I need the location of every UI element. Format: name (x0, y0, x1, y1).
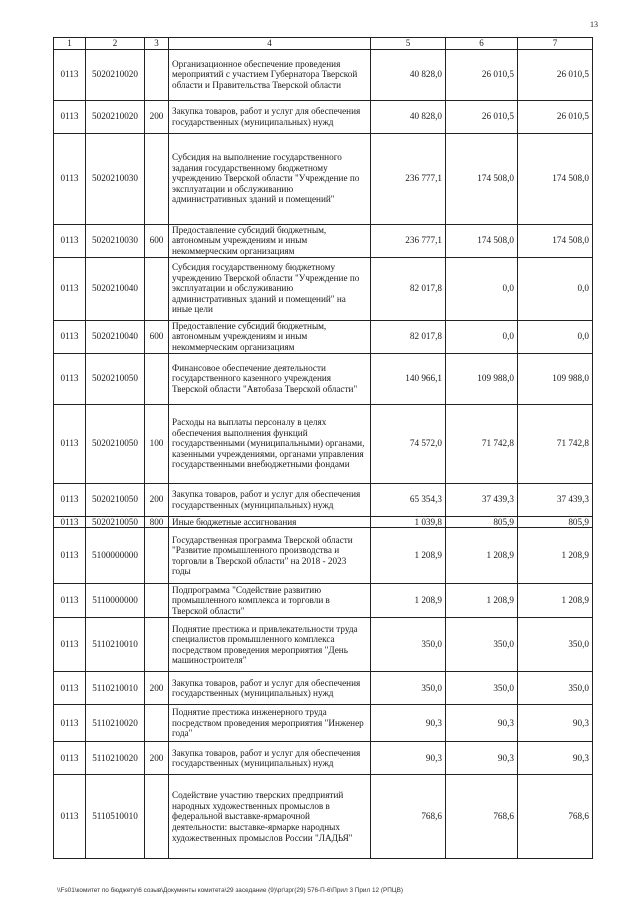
table-row (54, 483, 593, 516)
amount-year1-cell: 140 966,1 (371, 353, 446, 404)
amount-year1-cell: 40 828,0 (371, 100, 446, 133)
amount-year2-cell: 90,3 (446, 705, 518, 742)
expense-type-cell (145, 775, 169, 859)
amount-year3-cell: 1 208,9 (518, 528, 593, 584)
amount-year1-cell: 768,6 (371, 775, 446, 859)
table-row (54, 133, 593, 224)
description-cell: Субсидия на выполнение государственного задания государственному бюджетному учреждению Тверской области "Учреждение по эксплуатации и обслуживанию административных зданий и помещений" (169, 133, 371, 224)
table-row (54, 100, 593, 133)
amount-year2-cell: 0,0 (446, 257, 518, 320)
section-code-cell: 0113 (54, 584, 86, 618)
section-code-cell: 0113 (54, 404, 86, 483)
expense-type-cell: 200 (145, 672, 169, 705)
table-row (54, 742, 593, 775)
expense-type-cell: 600 (145, 320, 169, 353)
section-code-cell: 0113 (54, 742, 86, 775)
amount-year3-cell: 109 988,0 (518, 353, 593, 404)
amount-year1-cell: 74 572,0 (371, 404, 446, 483)
section-code-cell: 0113 (54, 257, 86, 320)
target-article-cell: 5110210020 (86, 705, 145, 742)
expense-type-cell: 800 (145, 516, 169, 528)
header-cell: 5 (371, 38, 446, 50)
amount-year3-cell: 1 208,9 (518, 584, 593, 618)
description-cell: Поднятие престижа и привлекательности труда специалистов промышленного комплекса посредством проведения мероприятия "День машиностроителя" (169, 618, 371, 672)
amount-year2-cell: 90,3 (446, 742, 518, 775)
section-code-cell: 0113 (54, 705, 86, 742)
amount-year3-cell: 0,0 (518, 257, 593, 320)
description-cell: Предоставление субсидий бюджетным, автономным учреждениям и иным некоммерческим организациям (169, 320, 371, 353)
expense-type-cell (145, 705, 169, 742)
section-code-cell: 0113 (54, 353, 86, 404)
table-row (54, 705, 593, 742)
description-cell: Закупка товаров, работ и услуг для обеспечения государственных (муниципальных) нужд (169, 742, 371, 775)
amount-year1-cell: 90,3 (371, 705, 446, 742)
description-cell: Государственная программа Тверской области "Развитие промышленного производства и торговли в Тверской области" на 2018 - 2023 годы (169, 528, 371, 584)
amount-year1-cell: 236 777,1 (371, 224, 446, 257)
table-row (54, 404, 593, 483)
target-article-cell: 5020210020 (86, 49, 145, 100)
section-code-cell: 0113 (54, 483, 86, 516)
description-cell: Подпрограмма "Содействие развитию промышленного комплекса и торговли в Тверской области" (169, 584, 371, 618)
amount-year1-cell: 1 208,9 (371, 584, 446, 618)
table-row (54, 528, 593, 584)
section-code-cell: 0113 (54, 775, 86, 859)
target-article-cell: 5020210020 (86, 100, 145, 133)
section-code-cell: 0113 (54, 100, 86, 133)
expense-type-cell (145, 133, 169, 224)
table-row (54, 49, 593, 100)
table-row (54, 257, 593, 320)
target-article-cell: 5020210030 (86, 224, 145, 257)
header-cell: 2 (86, 38, 145, 50)
section-code-cell: 0113 (54, 672, 86, 705)
target-article-cell: 5020210040 (86, 320, 145, 353)
section-code-cell: 0113 (54, 320, 86, 353)
amount-year2-cell: 71 742,8 (446, 404, 518, 483)
section-code-cell: 0113 (54, 224, 86, 257)
amount-year1-cell: 236 777,1 (371, 133, 446, 224)
amount-year3-cell: 350,0 (518, 672, 593, 705)
amount-year2-cell: 1 208,9 (446, 528, 518, 584)
amount-year2-cell: 1 208,9 (446, 584, 518, 618)
table-row (54, 353, 593, 404)
page-number: 13 (590, 20, 598, 29)
description-cell: Финансовое обеспечение деятельности государственного казенного учреждения Тверской области "Автобаза Тверской области" (169, 353, 371, 404)
target-article-cell: 5110210010 (86, 672, 145, 705)
amount-year1-cell: 90,3 (371, 742, 446, 775)
amount-year2-cell: 768,6 (446, 775, 518, 859)
description-cell: Поднятие престижа инженерного труда посредством проведения мероприятия "Инженер года" (169, 705, 371, 742)
amount-year3-cell: 90,3 (518, 705, 593, 742)
table-row (54, 584, 593, 618)
amount-year3-cell: 37 439,3 (518, 483, 593, 516)
target-article-cell: 5110510010 (86, 775, 145, 859)
amount-year3-cell: 0,0 (518, 320, 593, 353)
expense-type-cell (145, 528, 169, 584)
amount-year1-cell: 82 017,8 (371, 320, 446, 353)
expense-type-cell: 200 (145, 100, 169, 133)
target-article-cell: 5020210050 (86, 516, 145, 528)
expense-type-cell (145, 584, 169, 618)
description-cell: Организационное обеспечение проведения мероприятий с участием Губернатора Тверской области и Правительства Тверской области (169, 49, 371, 100)
file-path-footer: \\Fs01\комитет по бюджету\6 созыв\Документы комитета\29 заседание (9)\рг\зрг(29) 576-П-6\Прил 3 Прил 12 (РПЦВ) (57, 887, 403, 894)
amount-year2-cell: 0,0 (446, 320, 518, 353)
amount-year3-cell: 26 010,5 (518, 49, 593, 100)
header-cell: 7 (518, 38, 593, 50)
target-article-cell: 5020210050 (86, 353, 145, 404)
target-article-cell: 5100000000 (86, 528, 145, 584)
header-cell: 1 (54, 38, 86, 50)
amount-year3-cell: 174 508,0 (518, 224, 593, 257)
section-code-cell: 0113 (54, 49, 86, 100)
description-cell: Субсидия государственному бюджетному учреждению Тверской области "Учреждение по эксплуатации и обслуживанию административных зданий и помещений" на иные цели (169, 257, 371, 320)
description-cell: Расходы на выплаты персоналу в целях обеспечения выполнения функций государственными (муниципальными) органами, казенными учреждениями, органами управления государственными внебюджетными фондами (169, 404, 371, 483)
target-article-cell: 5110000000 (86, 584, 145, 618)
amount-year2-cell: 805,9 (446, 516, 518, 528)
expense-type-cell (145, 257, 169, 320)
description-cell: Иные бюджетные ассигнования (169, 516, 371, 528)
amount-year1-cell: 1 039,8 (371, 516, 446, 528)
description-cell: Предоставление субсидий бюджетным, автономным учреждениям и иным некоммерческим организациям (169, 224, 371, 257)
expense-type-cell (145, 353, 169, 404)
amount-year3-cell: 26 010,5 (518, 100, 593, 133)
table-row (54, 775, 593, 859)
amount-year1-cell: 350,0 (371, 672, 446, 705)
expense-type-cell: 600 (145, 224, 169, 257)
amount-year2-cell: 109 988,0 (446, 353, 518, 404)
amount-year1-cell: 82 017,8 (371, 257, 446, 320)
target-article-cell: 5020210030 (86, 133, 145, 224)
target-article-cell: 5020210050 (86, 404, 145, 483)
amount-year1-cell: 40 828,0 (371, 49, 446, 100)
table-row (54, 672, 593, 705)
table-header-row (54, 38, 593, 50)
amount-year1-cell: 1 208,9 (371, 528, 446, 584)
expense-type-cell (145, 49, 169, 100)
amount-year2-cell: 174 508,0 (446, 224, 518, 257)
amount-year3-cell: 805,9 (518, 516, 593, 528)
section-code-cell: 0113 (54, 133, 86, 224)
amount-year3-cell: 350,0 (518, 618, 593, 672)
amount-year2-cell: 26 010,5 (446, 49, 518, 100)
amount-year3-cell: 71 742,8 (518, 404, 593, 483)
target-article-cell: 5020210050 (86, 483, 145, 516)
section-code-cell: 0113 (54, 618, 86, 672)
section-code-cell: 0113 (54, 528, 86, 584)
amount-year3-cell: 174 508,0 (518, 133, 593, 224)
target-article-cell: 5020210040 (86, 257, 145, 320)
amount-year3-cell: 768,6 (518, 775, 593, 859)
target-article-cell: 5110210010 (86, 618, 145, 672)
section-code-cell: 0113 (54, 516, 86, 528)
description-cell: Закупка товаров, работ и услуг для обеспечения государственных (муниципальных) нужд (169, 483, 371, 516)
expense-type-cell: 100 (145, 404, 169, 483)
amount-year3-cell: 90,3 (518, 742, 593, 775)
amount-year2-cell: 26 010,5 (446, 100, 518, 133)
amount-year1-cell: 65 354,3 (371, 483, 446, 516)
budget-table (53, 37, 593, 859)
table-row (54, 516, 593, 528)
description-cell: Закупка товаров, работ и услуг для обеспечения государственных (муниципальных) нужд (169, 100, 371, 133)
header-cell: 6 (446, 38, 518, 50)
amount-year1-cell: 350,0 (371, 618, 446, 672)
amount-year2-cell: 37 439,3 (446, 483, 518, 516)
amount-year2-cell: 174 508,0 (446, 133, 518, 224)
description-cell: Закупка товаров, работ и услуг для обеспечения государственных (муниципальных) нужд (169, 672, 371, 705)
table-row (54, 224, 593, 257)
table-row (54, 618, 593, 672)
expense-type-cell: 200 (145, 483, 169, 516)
description-cell: Содействие участию тверских предприятий народных художественных промыслов в федеральной выставке-ярмарочной деятельности: выставке-ярмарке народных художественных промыслов России "ЛАДЬЯ" (169, 775, 371, 859)
amount-year2-cell: 350,0 (446, 672, 518, 705)
expense-type-cell (145, 618, 169, 672)
header-cell: 3 (145, 38, 169, 50)
expense-type-cell: 200 (145, 742, 169, 775)
header-cell: 4 (169, 38, 371, 50)
table-row (54, 320, 593, 353)
amount-year2-cell: 350,0 (446, 618, 518, 672)
target-article-cell: 5110210020 (86, 742, 145, 775)
